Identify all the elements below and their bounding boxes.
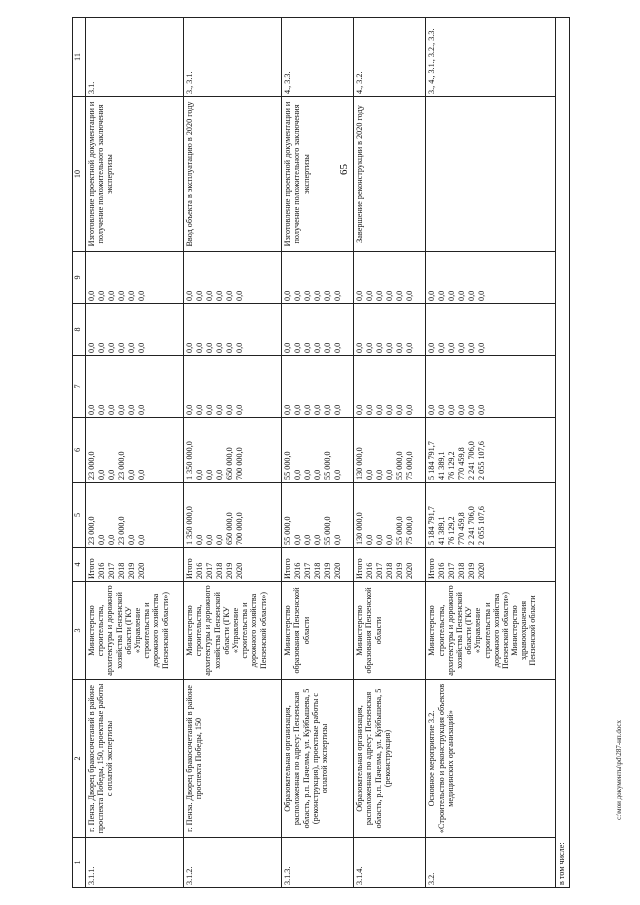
amount-value: 0,0 [97,404,106,415]
year-label: Итого [355,558,365,579]
amount-value: 0,0 [395,342,405,353]
amount-value: 0,0 [195,342,205,353]
amount-value: 0,0 [375,404,385,415]
amount-value: 0,0 [447,342,457,353]
amount-value: 23 000,0 [87,516,96,545]
row-c6 [354,418,426,483]
row-years [426,548,556,582]
amount-value: 0,0 [313,534,323,545]
year-label: 2016 [437,562,447,579]
year-label: 2019 [127,562,136,579]
row-c9 [282,252,354,304]
amount-value: 0,0 [293,404,303,415]
row-years [86,548,184,582]
amount-value: 0,0 [375,534,385,545]
amount-value: 0,0 [215,290,225,301]
row-c6 [282,418,354,483]
amount-value: 0,0 [215,534,225,545]
row-c6 [426,418,556,483]
row-years [282,548,354,582]
row-result: Ввод объекта в эксплуатацию в 2020 году [184,97,282,252]
amount-value: 0,0 [195,534,205,545]
amount-value: 0,0 [365,404,375,415]
year-label: 2017 [303,562,313,579]
row-id: 3.1.1. [86,838,184,888]
row-years [354,548,426,582]
year-label: 2019 [225,562,235,579]
amount-value: 0,0 [107,469,116,480]
amount-value: 0,0 [313,469,323,480]
amount-value: 0,0 [137,290,146,301]
year-label: 2018 [457,562,467,579]
row-ref: 4., 3.2. [354,18,426,97]
amount-value: 0,0 [375,342,385,353]
amount-value: 0,0 [205,404,215,415]
row-result: Изготовление проектной документации и получение положительного заключения экспертизы [282,97,354,252]
amount-value: 0,0 [235,290,245,301]
amount-value: 0,0 [225,342,235,353]
row-c8 [86,304,184,356]
amount-value: 2 241 706,0 [467,441,477,480]
amount-value: 0,0 [313,342,323,353]
year-label: 2018 [117,562,126,579]
amount-value: 130 000,0 [355,512,365,545]
amount-value: 0,0 [355,342,365,353]
amount-value: 0,0 [293,469,303,480]
amount-value: 0,0 [365,342,375,353]
row-c8 [354,304,426,356]
row-c6 [184,418,282,483]
amount-value: 0,0 [385,290,395,301]
amount-value: 0,0 [395,404,405,415]
col-header: 9 [73,252,86,304]
amount-value: 0,0 [437,290,447,301]
row-c7 [426,356,556,418]
row-id: 3.2. [426,838,556,888]
col-header: 2 [73,680,86,838]
year-label: 2016 [97,562,106,579]
amount-value: 0,0 [303,342,313,353]
amount-value: 41 389,1 [437,516,447,545]
amount-value: 0,0 [205,534,215,545]
year-label: 2017 [107,562,116,579]
amount-value: 0,0 [283,290,293,301]
year-label: 2017 [205,562,215,579]
row-executor: Министерство образования Пензенской области [282,582,354,680]
summary-label: в том числе: [556,18,570,888]
year-label: Итого [185,558,195,579]
table-row [184,18,282,888]
year-label: 2016 [195,562,205,579]
amount-value: 0,0 [477,290,487,301]
amount-value: 0,0 [313,290,323,301]
row-c7 [354,356,426,418]
amount-value: 0,0 [107,404,116,415]
amount-value: 75 000,0 [405,451,415,480]
amount-value: 0,0 [283,342,293,353]
amount-value: 0,0 [225,404,235,415]
amount-value: 0,0 [215,469,225,480]
amount-value: 0,0 [447,290,457,301]
amount-value: 0,0 [477,342,487,353]
amount-value: 0,0 [457,342,467,353]
row-c5 [354,483,426,548]
amount-value: 41 389,1 [437,451,447,480]
row-description: Образовательная организация, расположенная по адресу: Пензенская область, р.п. Пачелма, ул. Куйбышева, 5 (реконструкция), проектные работы с оплатой экспертизы [282,680,354,838]
amount-value: 0,0 [293,342,303,353]
amount-value: 0,0 [385,342,395,353]
amount-value: 0,0 [283,404,293,415]
row-executor: Министерство строительства, архитектуры и дорожного хозяйства Пензенской области (ГКУ «Управление строительства и дорожного хозяйства Пензенской области») [86,582,184,680]
amount-value: 0,0 [185,404,195,415]
amount-value: 0,0 [365,469,375,480]
row-c8 [184,304,282,356]
col-header: 10 [73,97,86,252]
amount-value: 0,0 [405,404,415,415]
amount-value: 0,0 [405,290,415,301]
row-c5 [282,483,354,548]
year-label: 2018 [313,562,323,579]
row-c5 [426,483,556,548]
year-label: 2018 [215,562,225,579]
amount-value: 0,0 [313,404,323,415]
amount-value: 0,0 [117,342,126,353]
amount-value: 55 000,0 [395,516,405,545]
col-header: 1 [73,838,86,888]
amount-value: 0,0 [385,469,395,480]
year-label: Итого [87,558,96,579]
amount-value: 0,0 [437,342,447,353]
amount-value: 0,0 [333,534,343,545]
amount-value: 0,0 [97,534,106,545]
amount-value: 1 350 000,0 [185,506,195,545]
amount-value: 0,0 [467,342,477,353]
row-c8 [426,304,556,356]
row-c9 [86,252,184,304]
amount-value: 0,0 [195,469,205,480]
table-row [354,18,426,888]
row-c5 [86,483,184,548]
page-number: 65 [338,164,350,175]
year-label: 2020 [405,562,415,579]
amount-value: 0,0 [427,290,437,301]
amount-value: 0,0 [127,404,136,415]
amount-value: 55 000,0 [323,516,333,545]
amount-value: 2 055 107,6 [477,506,487,545]
year-label: 2018 [385,562,395,579]
row-id: 3.1.3. [282,838,354,888]
year-label: 2017 [375,562,385,579]
row-description: Образовательная организация, расположенная по адресу: Пензенская область, р.п. Пачелма, ул. Куйбышева, 5 (реконструкция) [354,680,426,838]
amount-value: 0,0 [107,534,116,545]
year-label: 2019 [395,562,405,579]
year-label: 2016 [365,562,375,579]
amount-value: 0,0 [427,342,437,353]
amount-value: 0,0 [323,290,333,301]
row-c5 [184,483,282,548]
amount-value: 0,0 [185,342,195,353]
amount-value: 0,0 [477,404,487,415]
program-table [72,17,570,888]
amount-value: 0,0 [235,404,245,415]
amount-value: 0,0 [97,469,106,480]
amount-value: 0,0 [385,404,395,415]
footer-path: c:\мои документы\pd\287-нп.docx [615,720,623,820]
row-executor: Министерство строительства, архитектуры и дорожного хозяйства Пензенской области (ГКУ «Управление строительства и дорожного хозяйства Пензенской области») Министерство здравоохранения Пензенской области [426,582,556,680]
amount-value: 0,0 [405,342,415,353]
amount-value: 0,0 [127,534,136,545]
year-label: 2020 [235,562,245,579]
row-ref: 3., 3.1. [184,18,282,97]
amount-value: 0,0 [215,342,225,353]
amount-value: 0,0 [107,342,116,353]
amount-value: 55 000,0 [283,451,293,480]
amount-value: 0,0 [215,404,225,415]
amount-value: 0,0 [185,290,195,301]
amount-value: 0,0 [365,290,375,301]
col-header: 11 [73,18,86,97]
year-label: 2020 [333,562,343,579]
amount-value: 0,0 [303,290,313,301]
amount-value: 0,0 [355,404,365,415]
amount-value: 770 459,8 [457,512,467,545]
amount-value: 23 000,0 [117,451,126,480]
amount-value: 650 000,0 [225,447,235,480]
year-label: 2016 [293,562,303,579]
amount-value: 0,0 [87,404,96,415]
year-label: Итого [427,558,437,579]
table-row [426,18,556,888]
amount-value: 0,0 [117,290,126,301]
col-header: 3 [73,582,86,680]
row-result: Изготовление проектной документации и получение положительного заключения экспертизы [86,97,184,252]
amount-value: 0,0 [333,290,343,301]
row-description: Основное мероприятие 3.2. «Строительство и реконструкция объектов медицинских организаций» [426,680,556,838]
amount-value: 76 129,2 [447,451,457,480]
amount-value: 0,0 [365,534,375,545]
table-row [86,18,184,888]
amount-value: 0,0 [137,469,146,480]
amount-value: 0,0 [127,342,136,353]
row-description: г. Пенза. Дворец бракосочетаний в районе проспекта Победы, 150, проектные работы с оплатой экспертизы [86,680,184,838]
amount-value: 55 000,0 [323,451,333,480]
year-label: 2020 [137,562,146,579]
row-c7 [184,356,282,418]
amount-value: 0,0 [117,404,126,415]
amount-value: 0,0 [447,404,457,415]
amount-value: 0,0 [205,469,215,480]
year-label: 2017 [447,562,457,579]
amount-value: 700 000,0 [235,447,245,480]
amount-value: 130 000,0 [355,447,365,480]
row-c9 [354,252,426,304]
row-c8 [282,304,354,356]
year-label: 2019 [467,562,477,579]
amount-value: 2 055 107,6 [477,441,487,480]
amount-value: 0,0 [457,290,467,301]
col-header: 6 [73,418,86,483]
row-id: 3.1.4. [354,838,426,888]
row-c9 [426,252,556,304]
amount-value: 0,0 [303,404,313,415]
amount-value: 0,0 [375,290,385,301]
amount-value: 75 000,0 [405,516,415,545]
amount-value: 0,0 [467,404,477,415]
row-ref: 3., 4., 3.1., 3.2., 3.3. [426,18,556,97]
amount-value: 0,0 [87,342,96,353]
row-ref: 3.1. [86,18,184,97]
amount-value: 0,0 [97,342,106,353]
row-c6 [86,418,184,483]
amount-value: 0,0 [293,534,303,545]
amount-value: 0,0 [235,342,245,353]
year-label: 2020 [477,562,487,579]
amount-value: 0,0 [137,404,146,415]
year-label: 2019 [323,562,333,579]
row-c7 [282,356,354,418]
amount-value: 0,0 [333,342,343,353]
amount-value: 0,0 [205,290,215,301]
amount-value: 55 000,0 [395,451,405,480]
amount-value: 0,0 [127,290,136,301]
row-c7 [86,356,184,418]
amount-value: 55 000,0 [283,516,293,545]
amount-value: 0,0 [137,534,146,545]
amount-value: 0,0 [303,469,313,480]
row-executor: Министерство строительства, архитектуры и дорожного хозяйства Пензенской области (ГКУ «Управление строительства и дорожного хозяйства Пензенской области») [184,582,282,680]
col-header: 4 [73,548,86,582]
amount-value: 0,0 [437,404,447,415]
amount-value: 0,0 [127,469,136,480]
amount-value: 0,0 [385,534,395,545]
rotated-table-container [72,18,570,888]
row-c9 [184,252,282,304]
row-result: Завершение реконструкции в 2020 году [354,97,426,252]
amount-value: 23 000,0 [117,516,126,545]
row-years [184,548,282,582]
col-header: 7 [73,356,86,418]
amount-value: 0,0 [137,342,146,353]
amount-value: 0,0 [107,290,116,301]
amount-value: 2 241 706,0 [467,506,477,545]
row-id: 3.1.2. [184,838,282,888]
amount-value: 0,0 [87,290,96,301]
year-label: Итого [283,558,293,579]
row-description: г. Пенза. Дворец бракосочетаний в районе проспекта Победы, 150 [184,680,282,838]
header-row [73,18,86,888]
amount-value: 0,0 [375,469,385,480]
table-row [282,18,354,888]
amount-value: 0,0 [195,404,205,415]
amount-value: 700 000,0 [235,512,245,545]
amount-value: 0,0 [293,290,303,301]
amount-value: 0,0 [355,290,365,301]
amount-value: 0,0 [323,404,333,415]
amount-value: 0,0 [427,404,437,415]
amount-value: 0,0 [333,404,343,415]
amount-value: 0,0 [303,534,313,545]
amount-value: 0,0 [467,290,477,301]
amount-value: 770 459,8 [457,447,467,480]
col-header: 8 [73,304,86,356]
summary-row [556,18,570,888]
row-ref: 4., 3.3. [282,18,354,97]
amount-value: 0,0 [457,404,467,415]
amount-value: 23 000,0 [87,451,96,480]
row-result [426,97,556,252]
col-header: 5 [73,483,86,548]
amount-value: 0,0 [97,290,106,301]
amount-value: 0,0 [225,290,235,301]
amount-value: 0,0 [195,290,205,301]
amount-value: 0,0 [205,342,215,353]
amount-value: 5 184 791,7 [427,441,437,480]
amount-value: 0,0 [395,290,405,301]
amount-value: 0,0 [333,469,343,480]
row-executor: Министерство образования Пензенской области [354,582,426,680]
amount-value: 650 000,0 [225,512,235,545]
amount-value: 1 350 000,0 [185,441,195,480]
amount-value: 5 184 791,7 [427,506,437,545]
amount-value: 76 129,2 [447,516,457,545]
amount-value: 0,0 [323,342,333,353]
